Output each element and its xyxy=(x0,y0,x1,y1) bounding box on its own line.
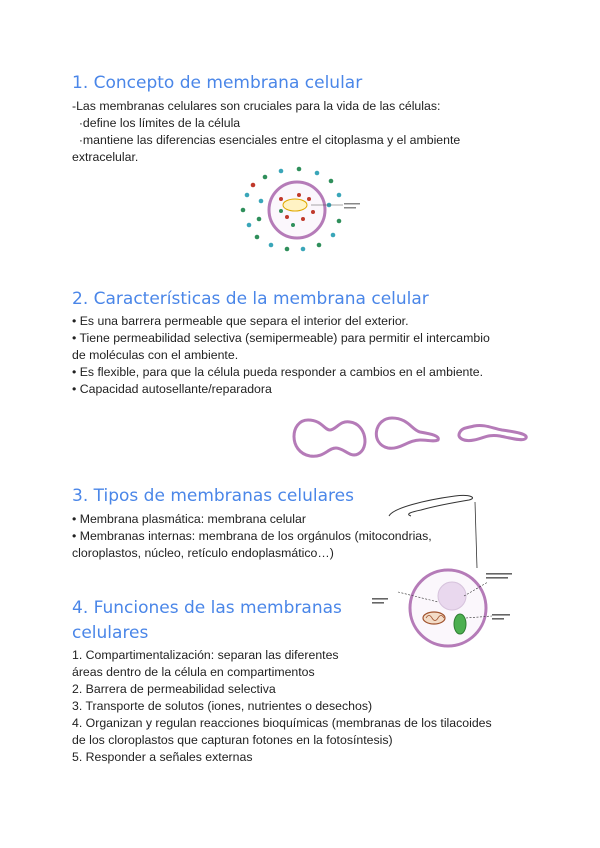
cell-organelles-figure xyxy=(368,568,528,658)
section-3-line: cloroplastos, núcleo, retículo endoplasmático…) xyxy=(72,546,334,560)
chloroplast xyxy=(454,614,466,634)
pointer-line xyxy=(475,502,477,568)
section-2-line: de moléculas con el ambiente. xyxy=(72,348,239,362)
section-2-line: • Tiene permeabilidad selectiva (semipermeable) para permitir el intercambio xyxy=(72,331,490,345)
section-2-line: • Es flexible, para que la célula pueda responder a cambios en el ambiente. xyxy=(72,365,484,379)
section-1-line: ·define los límites de la célula xyxy=(72,116,241,130)
cell-shape-2 xyxy=(376,418,438,448)
section-2-line: • Capacidad autosellante/reparadora xyxy=(72,382,272,396)
label-mark xyxy=(486,577,508,579)
nucleus xyxy=(438,582,466,610)
section-4-title: celulares xyxy=(72,623,149,643)
section-2-title: 2. Características de la membrana celular xyxy=(72,289,429,309)
label-mark xyxy=(372,598,388,600)
pointer-curve xyxy=(389,495,473,516)
section-1-line: extracelular. xyxy=(72,150,139,164)
section-1-title: 1. Concepto de membrana celular xyxy=(72,73,363,93)
section-4-title: 4. Funciones de las membranas xyxy=(72,598,342,618)
section-4-line: de los cloroplastos que capturan fotones en la fotosíntesis) xyxy=(72,733,393,747)
cell-shape-3 xyxy=(459,425,526,440)
section-4-line: 1. Compartimentalización: separan las diferentes xyxy=(72,648,339,662)
section-1-line: -Las membranas celulares son cruciales para la vida de las células: xyxy=(72,99,441,113)
cell-flexibility-figure xyxy=(288,410,533,465)
label-mark xyxy=(344,203,360,205)
label-mark xyxy=(486,573,512,575)
section-4-line: 5. Responder a señales externas xyxy=(72,750,253,764)
section-4-line: 4. Organizan y regulan reacciones bioquímicas (membranas de los tilacoides xyxy=(72,716,492,730)
label-mark xyxy=(372,602,384,604)
section-1-line: ·mantiene las diferencias esenciales entre el citoplasma y el ambiente xyxy=(72,133,461,147)
label-mark xyxy=(492,618,504,620)
cell-permeability-figure xyxy=(235,165,365,255)
section-2-line: • Es una barrera permeable que separa el interior del exterior. xyxy=(72,314,409,328)
membrane-pointer-figure xyxy=(385,492,495,572)
section-3-line: • Membranas internas: membrana de los orgánulos (mitocondrias, xyxy=(72,529,432,543)
section-4-line: 2. Barrera de permeabilidad selectiva xyxy=(72,682,276,696)
section-4-line: áreas dentro de la célula en compartimentos xyxy=(72,665,315,679)
cell-shape-1 xyxy=(294,420,365,456)
organelle xyxy=(283,199,307,211)
section-3-line: • Membrana plasmática: membrana celular xyxy=(72,512,306,526)
label-mark xyxy=(344,207,356,209)
label-mark xyxy=(492,614,510,616)
section-3-title: 3. Tipos de membranas celulares xyxy=(72,486,354,506)
section-4-line: 3. Transporte de solutos (iones, nutrientes o desechos) xyxy=(72,699,373,713)
